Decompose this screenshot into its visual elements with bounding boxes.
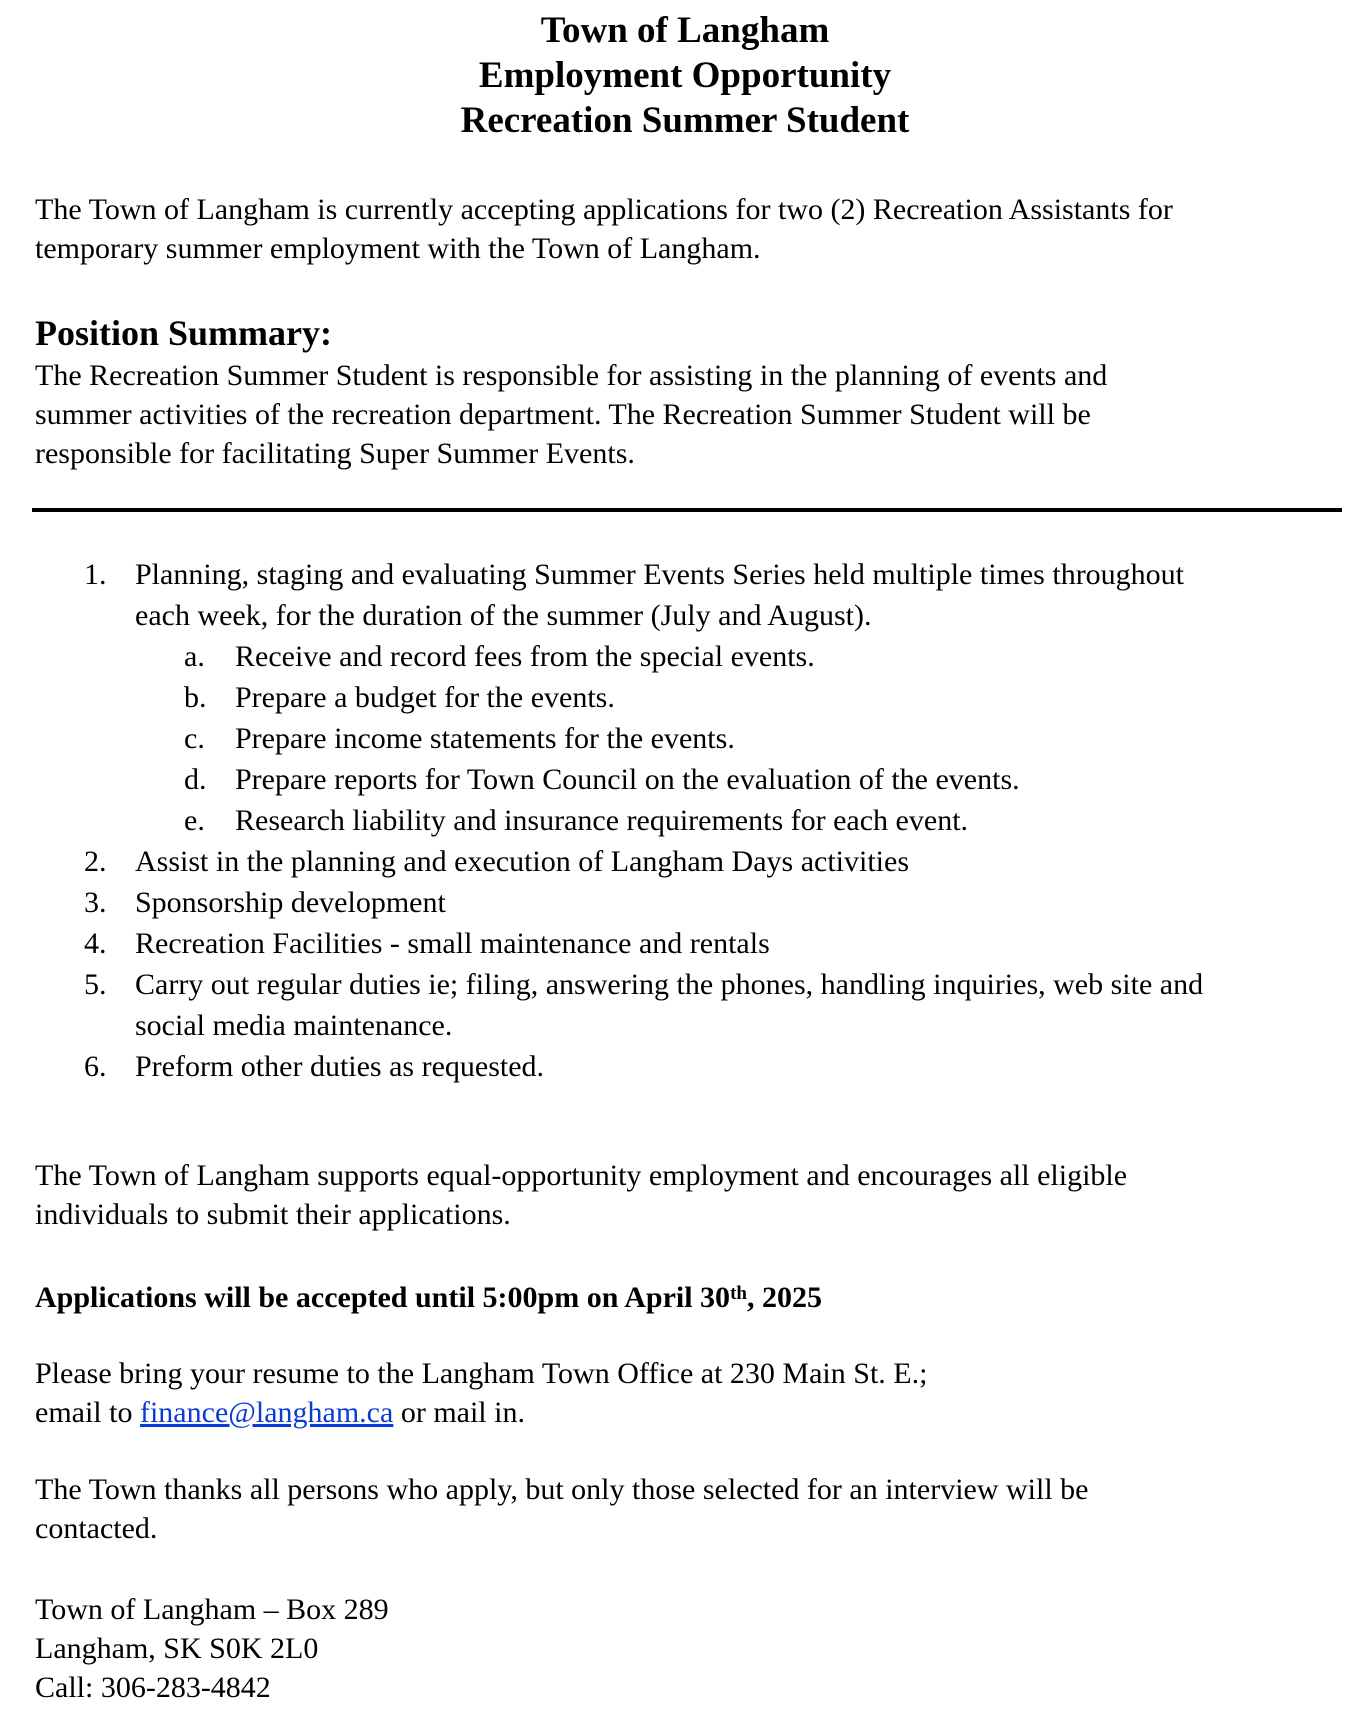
duty-number: 6. — [84, 1050, 107, 1083]
intro-paragraph — [35, 190, 1335, 268]
subitem-text: Research liability and insurance requirements for each event. — [235, 804, 969, 837]
duty-number: 4. — [84, 927, 107, 960]
duty-text: Assist in the planning and execution of Langham Days activities — [135, 845, 909, 878]
subitem-text: Receive and record fees from the special events. — [235, 640, 815, 673]
thanks-line-2: contacted. — [35, 1512, 158, 1545]
position-summary-paragraph — [35, 356, 1335, 473]
duty-number: 3. — [84, 886, 107, 919]
duty-item-4 — [0, 923, 1370, 964]
deadline-year: , 2025 — [746, 1281, 822, 1314]
duty-number: 1. — [84, 558, 107, 591]
email-prefix: email to — [35, 1396, 140, 1429]
duty-subitem-a — [0, 636, 1370, 677]
duty-subitem-b — [0, 677, 1370, 718]
header-position-title: Recreation Summer Student — [460, 100, 910, 141]
deadline-ordinal-suffix: th — [730, 1283, 747, 1304]
header-employment-opportunity: Employment Opportunity — [478, 55, 892, 96]
duties-list — [0, 554, 1370, 1087]
email-link[interactable]: finance@langham.ca — [139, 1396, 394, 1429]
position-summary-heading: Position Summary: — [35, 313, 332, 353]
submission-line-2 — [35, 1393, 1335, 1432]
submission-line-1: Please bring your resume to the Langham Town Office at 230 Main St. E.; — [35, 1357, 928, 1390]
summary-line-3: responsible for facilitating Super Summer Events. — [35, 437, 635, 470]
equal-opportunity-paragraph — [35, 1156, 1335, 1234]
duty-item-2 — [0, 841, 1370, 882]
horizontal-divider — [32, 508, 1342, 512]
submission-instructions — [35, 1354, 1335, 1432]
duty-item-3 — [0, 882, 1370, 923]
duty-text: Recreation Facilities - small maintenance and rentals — [135, 927, 770, 960]
intro-line-1: The Town of Langham is currently accepting applications for two (2) Recreation Assistants for — [35, 193, 1173, 226]
duty-number: 5. — [84, 968, 107, 1001]
deadline-text: Applications will be accepted until 5:00pm on April 30 — [35, 1281, 731, 1314]
duty-text: Preform other duties as requested. — [135, 1050, 545, 1083]
subitem-text: Prepare income statements for the events. — [235, 722, 735, 755]
duty-subitem-d — [0, 759, 1370, 800]
subitem-letter: a. — [184, 640, 205, 673]
intro-line-2: temporary summer employment with the Town of Langham. — [35, 232, 761, 265]
duty-text — [135, 964, 1330, 1046]
duty-number: 2. — [84, 845, 107, 878]
duty-subitem-c — [0, 718, 1370, 759]
contact-address: Town of Langham – Box 289 — [35, 1593, 389, 1626]
duty-text-line: Planning, staging and evaluating Summer Events Series held multiple times throughout — [135, 558, 1185, 591]
subitem-letter: b. — [184, 681, 207, 714]
duty-item-5 — [0, 964, 1370, 1046]
email-suffix: or mail in. — [393, 1396, 525, 1429]
subitem-letter: e. — [184, 804, 205, 837]
summary-line-1: The Recreation Summer Student is responsible for assisting in the planning of events and — [35, 359, 1108, 392]
equal-opportunity-line-2: individuals to submit their applications. — [35, 1198, 511, 1231]
contact-block — [35, 1590, 1335, 1707]
subitem-letter: c. — [184, 722, 205, 755]
duty-text: Sponsorship development — [135, 886, 446, 919]
subitem-letter: d. — [184, 763, 207, 796]
duty-text — [135, 554, 1330, 636]
summary-line-2: summer activities of the recreation department. The Recreation Summer Student will be — [35, 398, 1091, 431]
duty-item-6 — [0, 1046, 1370, 1087]
contact-city-postal: Langham, SK S0K 2L0 — [35, 1632, 319, 1665]
contact-phone: Call: 306-283-4842 — [35, 1671, 271, 1704]
header-town-name: Town of Langham — [540, 10, 830, 51]
equal-opportunity-line-1: The Town of Langham supports equal-opportunity employment and encourages all eligible — [35, 1159, 1128, 1192]
document-header — [0, 8, 1370, 143]
subitem-text: Prepare reports for Town Council on the evaluation of the events. — [235, 763, 1020, 796]
thanks-line-1: The Town thanks all persons who apply, but only those selected for an interview will be — [35, 1473, 1089, 1506]
duty-text-line: each week, for the duration of the summer (July and August). — [135, 599, 872, 632]
application-deadline — [35, 1278, 1335, 1317]
duty-text-line: Carry out regular duties ie; filing, answering the phones, handling inquiries, web site and — [135, 968, 1204, 1001]
duty-text-line: social media maintenance. — [135, 1009, 453, 1042]
duty-item-1 — [0, 554, 1370, 636]
thanks-paragraph — [35, 1470, 1335, 1548]
duty-subitem-e — [0, 800, 1370, 841]
subitem-text: Prepare a budget for the events. — [235, 681, 615, 714]
